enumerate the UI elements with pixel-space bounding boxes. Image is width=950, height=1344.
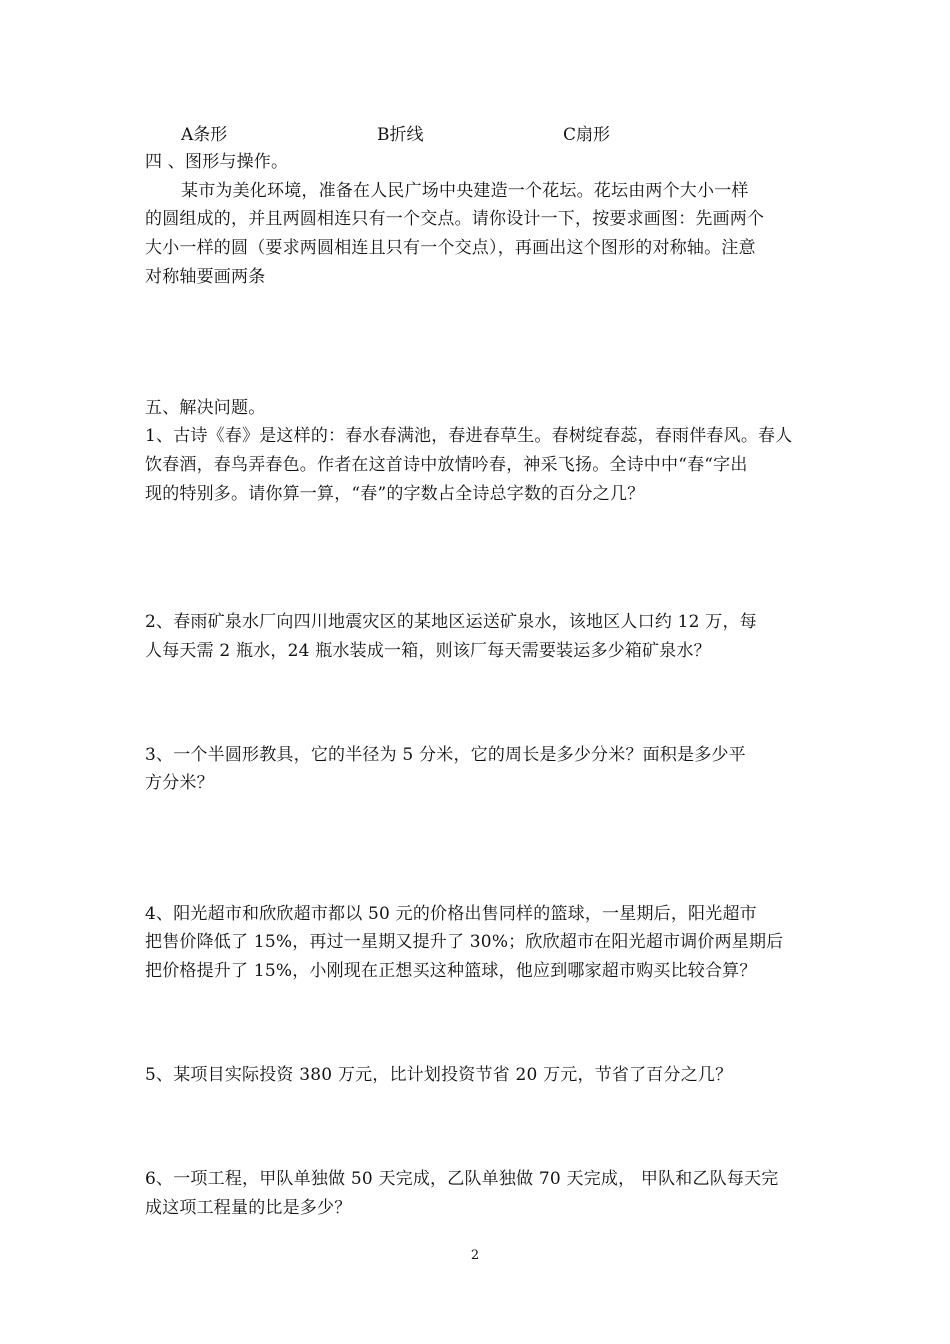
problem-4-line: 把价格提升了 15%，小刚现在正想买这种篮球，他应到哪家超市购买比较合算？ xyxy=(145,961,757,981)
section4-line: 某市为美化环境，准备在人民广场中央建造一个花坛。花坛由两个大小一样 xyxy=(181,181,749,201)
problem-1-line: 现的特别多。请你算一算，“春”的字数占全诗总字数的百分之几？ xyxy=(145,484,645,504)
section4-line: 的圆组成的，并且两圆相连只有一个交点。请你设计一下，按要求画图：先画两个 xyxy=(145,209,765,229)
section4-line: 大小一样的圆（要求两圆相连且只有一个交点），再画出这个图形的对称轴。注意 xyxy=(145,238,756,258)
problem-5-line: 5、某项目实际投资 380 万元，比计划投资节省 20 万元，节省了百分之几？ xyxy=(145,1065,733,1085)
problem-4-line: 把售价降低了 15%，再过一星期又提升了 30%；欣欣超市在阳光超市调价两星期后 xyxy=(145,932,784,952)
problem-2-line: 2、春雨矿泉水厂向四川地震灾区的某地区运送矿泉水，该地区人口约 12 万，每 xyxy=(145,612,757,632)
option-b: B折线 xyxy=(377,125,424,145)
section4-heading: 四 、图形与操作。 xyxy=(145,152,289,172)
problem-1-line: 饮春酒，春鸟弄春色。作者在这首诗中放情吟春，神采飞扬。全诗中中“春“字出 xyxy=(145,455,748,475)
section4-line: 对称轴要画两条 xyxy=(145,267,266,287)
option-a: A条形 xyxy=(181,125,228,145)
problem-6-line: 6、一项工程，甲队单独做 50 天完成，乙队单独做 70 天完成， 甲队和乙队每天完 xyxy=(145,1169,779,1189)
page-number: 2 xyxy=(470,1248,480,1263)
problem-6-line: 成这项工程量的比是多少？ xyxy=(145,1198,352,1218)
section5-heading: 五、解决问题。 xyxy=(145,398,266,418)
problem-4-line: 4、阳光超市和欣欣超市都以 50 元的价格出售同样的篮球，一星期后，阳光超市 xyxy=(145,904,757,924)
option-c: C扇形 xyxy=(563,125,611,145)
problem-2-line: 人每天需 2 瓶水，24 瓶水装成一箱，则该厂每天需要装运多少箱矿泉水？ xyxy=(145,641,711,661)
problem-3-line: 3、一个半圆形教具，它的半径为 5 分米，它的周长是多少分米？面积是多少平 xyxy=(145,745,746,765)
problem-3-line: 方分米？ xyxy=(145,773,214,793)
problem-1-line: 1、古诗《春》是这样的：春水春满池，春进春草生。春树绽春蕊，春雨伴春风。春人 xyxy=(145,426,793,446)
